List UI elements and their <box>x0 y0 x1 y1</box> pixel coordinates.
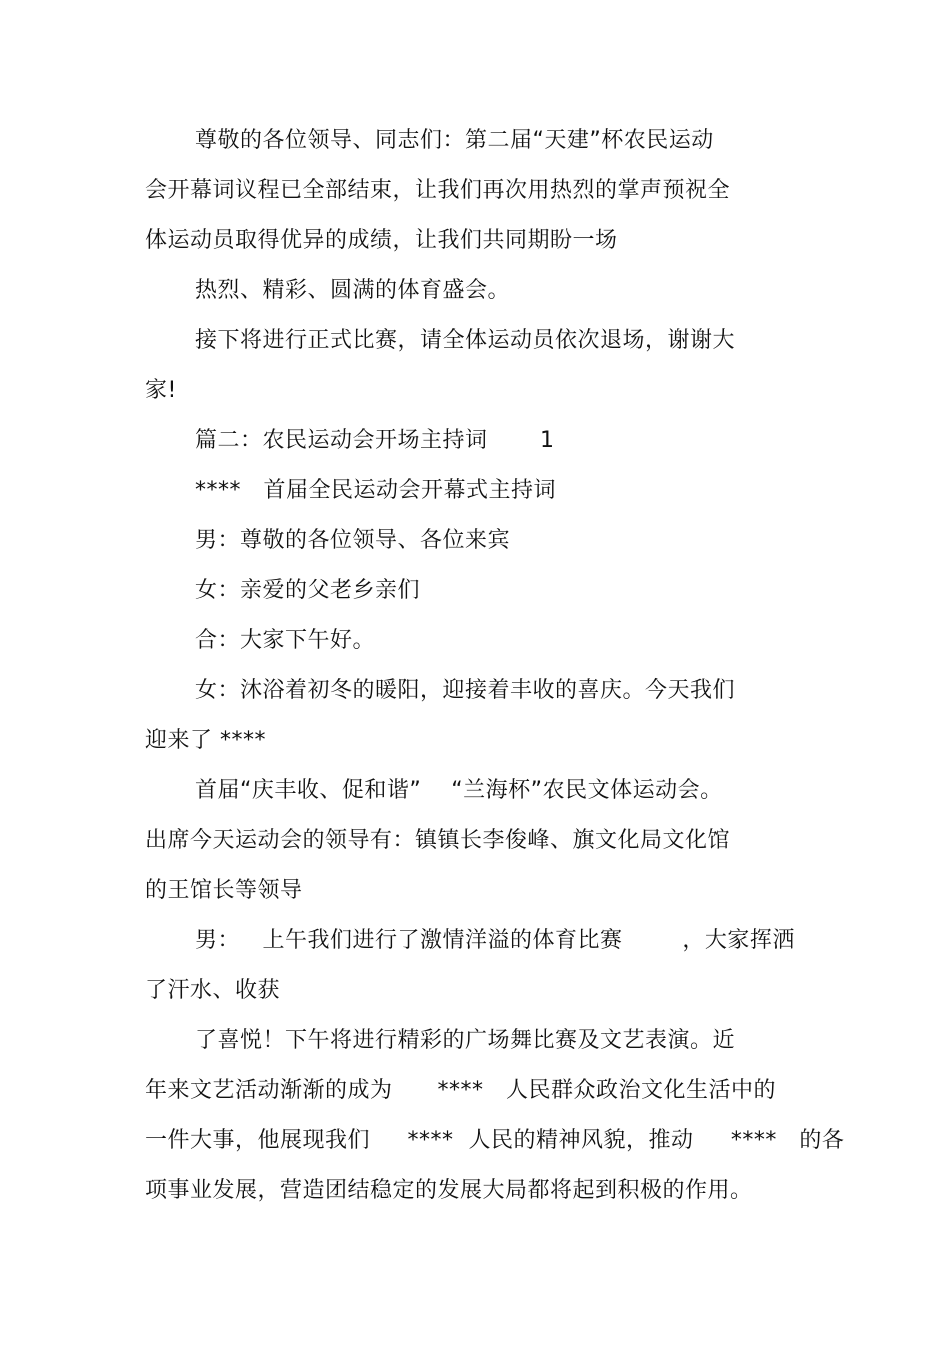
text-line: 家! <box>145 378 177 403</box>
text-line: 的王馆长等领导 <box>145 878 303 903</box>
text-line: 一件大事，他展现我们 **** 人民的精神风貌，推动 **** 的各 <box>145 1128 845 1153</box>
text-line: 热烈、精彩、圆满的体育盛会。 <box>195 278 511 303</box>
text-line: 年来文艺活动渐渐的成为 **** 人民群众政治文化生活中的 <box>145 1078 776 1103</box>
text-line: 会开幕词议程已全部结束，让我们再次用热烈的掌声预祝全 <box>145 178 731 203</box>
text-line: 女：沐浴着初冬的暖阳，迎接着丰收的喜庆。今天我们 <box>195 678 736 703</box>
text-line: 出席今天运动会的领导有：镇镇长李俊峰、旗文化局文化馆 <box>145 828 731 853</box>
text-line: **** 首届全民运动会开幕式主持词 <box>195 478 556 503</box>
text-line: 篇二：农民运动会开场主持词 1 <box>195 428 555 453</box>
text-line: 了汗水、收获 <box>145 978 281 1003</box>
text-line: 男：尊敬的各位领导、各位来宾 <box>195 528 511 553</box>
text-line: 合：大家下午好。 <box>195 628 376 653</box>
text-line: 男： 上午我们进行了激情洋溢的体育比赛 ，大家挥洒 <box>195 928 795 953</box>
text-line: 首届“庆丰收、促和谐” “兰海杯”农民文体运动会。 <box>195 778 723 803</box>
text-line: 体运动员取得优异的成绩，让我们共同期盼一场 <box>145 228 618 253</box>
text-line: 接下将进行正式比赛，请全体运动员依次退场，谢谢大 <box>195 328 736 353</box>
text-line: 迎来了 **** <box>145 728 266 753</box>
text-line: 女：亲爱的父老乡亲们 <box>195 578 421 603</box>
text-line: 项事业发展，营造团结稳定的发展大局都将起到积极的作用。 <box>145 1178 753 1203</box>
text-line: 尊敬的各位领导、同志们：第二届“天建”杯农民运动 <box>195 128 714 153</box>
text-line: 了喜悦！下午将进行精彩的广场舞比赛及文艺表演。近 <box>195 1028 736 1053</box>
